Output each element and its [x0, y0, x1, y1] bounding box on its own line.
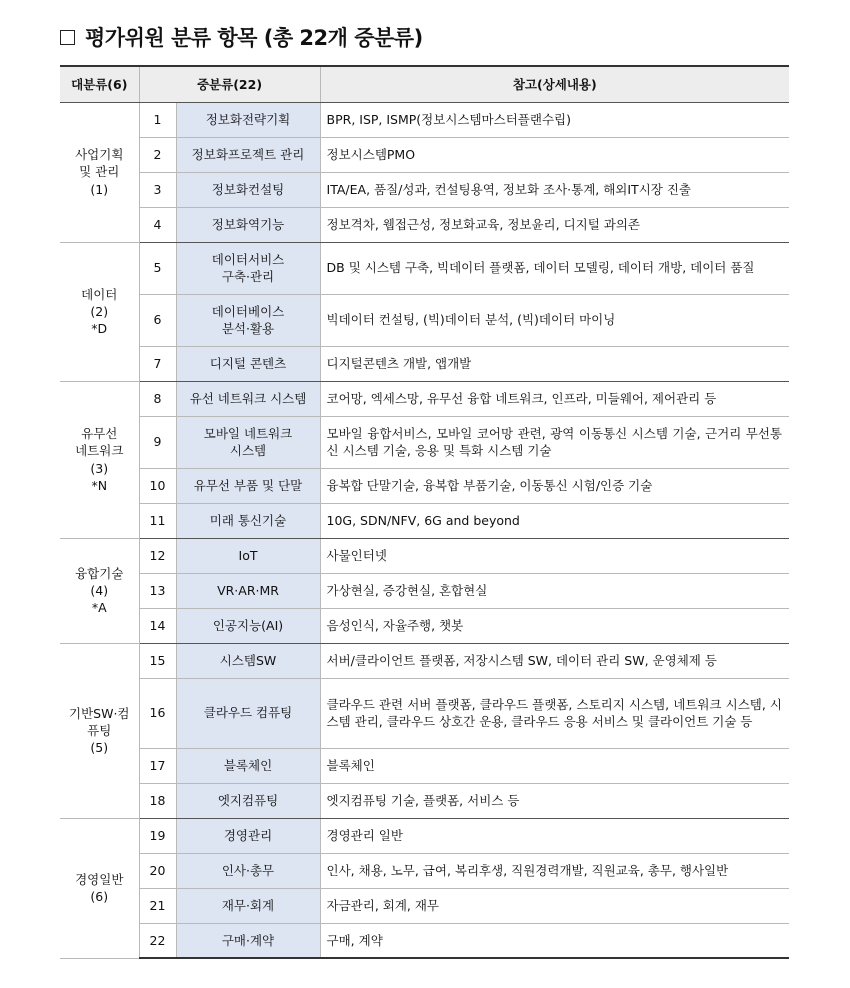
- checkbox-square-icon: [60, 30, 75, 45]
- table-row: [60, 783, 789, 818]
- mid-category-cell: 미래 통신기술: [176, 503, 320, 538]
- row-number-cell: 1: [139, 102, 176, 137]
- mid-category-cell: IoT: [176, 538, 320, 573]
- row-number-cell: 13: [139, 573, 176, 608]
- mid-category-cell: 디지털 콘텐츠: [176, 346, 320, 381]
- page-title: [60, 22, 423, 52]
- detail-cell: 클라우드 관련 서버 플랫폼, 클라우드 플랫폼, 스토리지 시스템, 네트워크 시스템, 시스템 관리, 클라우드 상호간 운용, 클라우드 응용 서비스 및 클라이언트 기술 등: [320, 678, 789, 748]
- mid-category-cell: 정보화프로젝트 관리: [176, 137, 320, 172]
- row-number-cell: 22: [139, 923, 176, 958]
- mid-category-cell: VR·AR·MR: [176, 573, 320, 608]
- table-row: [60, 294, 789, 346]
- mid-category-cell: 정보화컨설팅: [176, 172, 320, 207]
- detail-cell: 융복합 단말기술, 융복합 부품기술, 이동통신 시험/인증 기술: [320, 468, 789, 503]
- table-row: [60, 102, 789, 137]
- mid-category-cell: 구매·계약: [176, 923, 320, 958]
- mid-category-cell: 클라우드 컴퓨팅: [176, 678, 320, 748]
- table-row: [60, 207, 789, 242]
- row-number-cell: 19: [139, 818, 176, 853]
- row-number-cell: 7: [139, 346, 176, 381]
- table-row: [60, 643, 789, 678]
- row-number-cell: 4: [139, 207, 176, 242]
- row-number-cell: 11: [139, 503, 176, 538]
- detail-cell: 가상현실, 증강현실, 혼합현실: [320, 573, 789, 608]
- mid-category-cell: 인사·총무: [176, 853, 320, 888]
- table-row: [60, 137, 789, 172]
- table-header-row: [60, 66, 789, 102]
- table-row: [60, 853, 789, 888]
- row-number-cell: 21: [139, 888, 176, 923]
- row-number-cell: 20: [139, 853, 176, 888]
- detail-cell: 음성인식, 자율주행, 챗봇: [320, 608, 789, 643]
- major-category-cell: 데이터 (2) *D: [60, 242, 139, 381]
- classification-table: [60, 65, 789, 959]
- mid-category-cell: 재무·회계: [176, 888, 320, 923]
- major-category-cell: 사업기획 및 관리 (1): [60, 102, 139, 242]
- header-major: 대분류(6): [60, 66, 139, 102]
- row-number-cell: 2: [139, 137, 176, 172]
- row-number-cell: 8: [139, 381, 176, 416]
- mid-category-cell: 정보화전략기획: [176, 102, 320, 137]
- table-row: [60, 538, 789, 573]
- detail-cell: 구매, 계약: [320, 923, 789, 958]
- detail-cell: 10G, SDN/NFV, 6G and beyond: [320, 503, 789, 538]
- major-category-cell: 기반SW·컴 퓨팅 (5): [60, 643, 139, 818]
- table-body: [60, 102, 789, 958]
- mid-category-cell: 경영관리: [176, 818, 320, 853]
- table-row: [60, 346, 789, 381]
- header-mid: 중분류(22): [139, 66, 320, 102]
- detail-cell: BPR, ISP, ISMP(정보시스템마스터플랜수립): [320, 102, 789, 137]
- table-row: [60, 416, 789, 468]
- row-number-cell: 16: [139, 678, 176, 748]
- table-row: [60, 503, 789, 538]
- table-row: [60, 573, 789, 608]
- mid-category-cell: 엣지컴퓨팅: [176, 783, 320, 818]
- row-number-cell: 6: [139, 294, 176, 346]
- table-row: [60, 172, 789, 207]
- detail-cell: 자금관리, 회계, 재무: [320, 888, 789, 923]
- table-row: [60, 818, 789, 853]
- detail-cell: 코어망, 엑세스망, 유무선 융합 네트워크, 인프라, 미들웨어, 제어관리 등: [320, 381, 789, 416]
- table-row: [60, 242, 789, 294]
- detail-cell: 인사, 채용, 노무, 급여, 복리후생, 직원경력개발, 직원교육, 총무, 행사일반: [320, 853, 789, 888]
- detail-cell: DB 및 시스템 구축, 빅데이터 플랫폼, 데이터 모델링, 데이터 개방, 데이터 품질: [320, 242, 789, 294]
- row-number-cell: 9: [139, 416, 176, 468]
- table-row: [60, 888, 789, 923]
- table-row: [60, 608, 789, 643]
- detail-cell: 모바일 융합서비스, 모바일 코어망 관련, 광역 이동통신 시스템 기술, 근거리 무선통신 시스템 기술, 응용 및 특화 시스템 기술: [320, 416, 789, 468]
- detail-cell: 블록체인: [320, 748, 789, 783]
- row-number-cell: 3: [139, 172, 176, 207]
- major-category-cell: 융합기술 (4) *A: [60, 538, 139, 643]
- detail-cell: 빅데이터 컨설팅, (빅)데이터 분석, (빅)데이터 마이닝: [320, 294, 789, 346]
- detail-cell: ITA/EA, 품질/성과, 컨설팅용역, 정보화 조사·통계, 해외IT시장 진출: [320, 172, 789, 207]
- detail-cell: 경영관리 일반: [320, 818, 789, 853]
- table-row: [60, 748, 789, 783]
- mid-category-cell: 인공지능(AI): [176, 608, 320, 643]
- table-row: [60, 923, 789, 958]
- page-title-text: 평가위원 분류 항목 (총 22개 중분류): [85, 26, 423, 50]
- row-number-cell: 10: [139, 468, 176, 503]
- detail-cell: 디지털콘텐츠 개발, 앱개발: [320, 346, 789, 381]
- mid-category-cell: 모바일 네트워크 시스템: [176, 416, 320, 468]
- table-row: [60, 381, 789, 416]
- row-number-cell: 14: [139, 608, 176, 643]
- mid-category-cell: 블록체인: [176, 748, 320, 783]
- row-number-cell: 17: [139, 748, 176, 783]
- table-row: [60, 468, 789, 503]
- mid-category-cell: 시스템SW: [176, 643, 320, 678]
- row-number-cell: 15: [139, 643, 176, 678]
- mid-category-cell: 유무선 부품 및 단말: [176, 468, 320, 503]
- row-number-cell: 12: [139, 538, 176, 573]
- major-category-cell: 유무선 네트워크 (3) *N: [60, 381, 139, 538]
- header-ref: 참고(상세내용): [320, 66, 789, 102]
- mid-category-cell: 데이터베이스 분석·활용: [176, 294, 320, 346]
- detail-cell: 엣지컴퓨팅 기술, 플랫폼, 서비스 등: [320, 783, 789, 818]
- mid-category-cell: 정보화역기능: [176, 207, 320, 242]
- major-category-cell: 경영일반 (6): [60, 818, 139, 958]
- table-row: [60, 678, 789, 748]
- mid-category-cell: 유선 네트워크 시스템: [176, 381, 320, 416]
- detail-cell: 사물인터넷: [320, 538, 789, 573]
- detail-cell: 정보시스템PMO: [320, 137, 789, 172]
- detail-cell: 서버/클라이언트 플랫폼, 저장시스템 SW, 데이터 관리 SW, 운영체제 등: [320, 643, 789, 678]
- row-number-cell: 18: [139, 783, 176, 818]
- mid-category-cell: 데이터서비스 구축·관리: [176, 242, 320, 294]
- row-number-cell: 5: [139, 242, 176, 294]
- detail-cell: 정보격차, 웹접근성, 정보화교육, 정보윤리, 디지털 과의존: [320, 207, 789, 242]
